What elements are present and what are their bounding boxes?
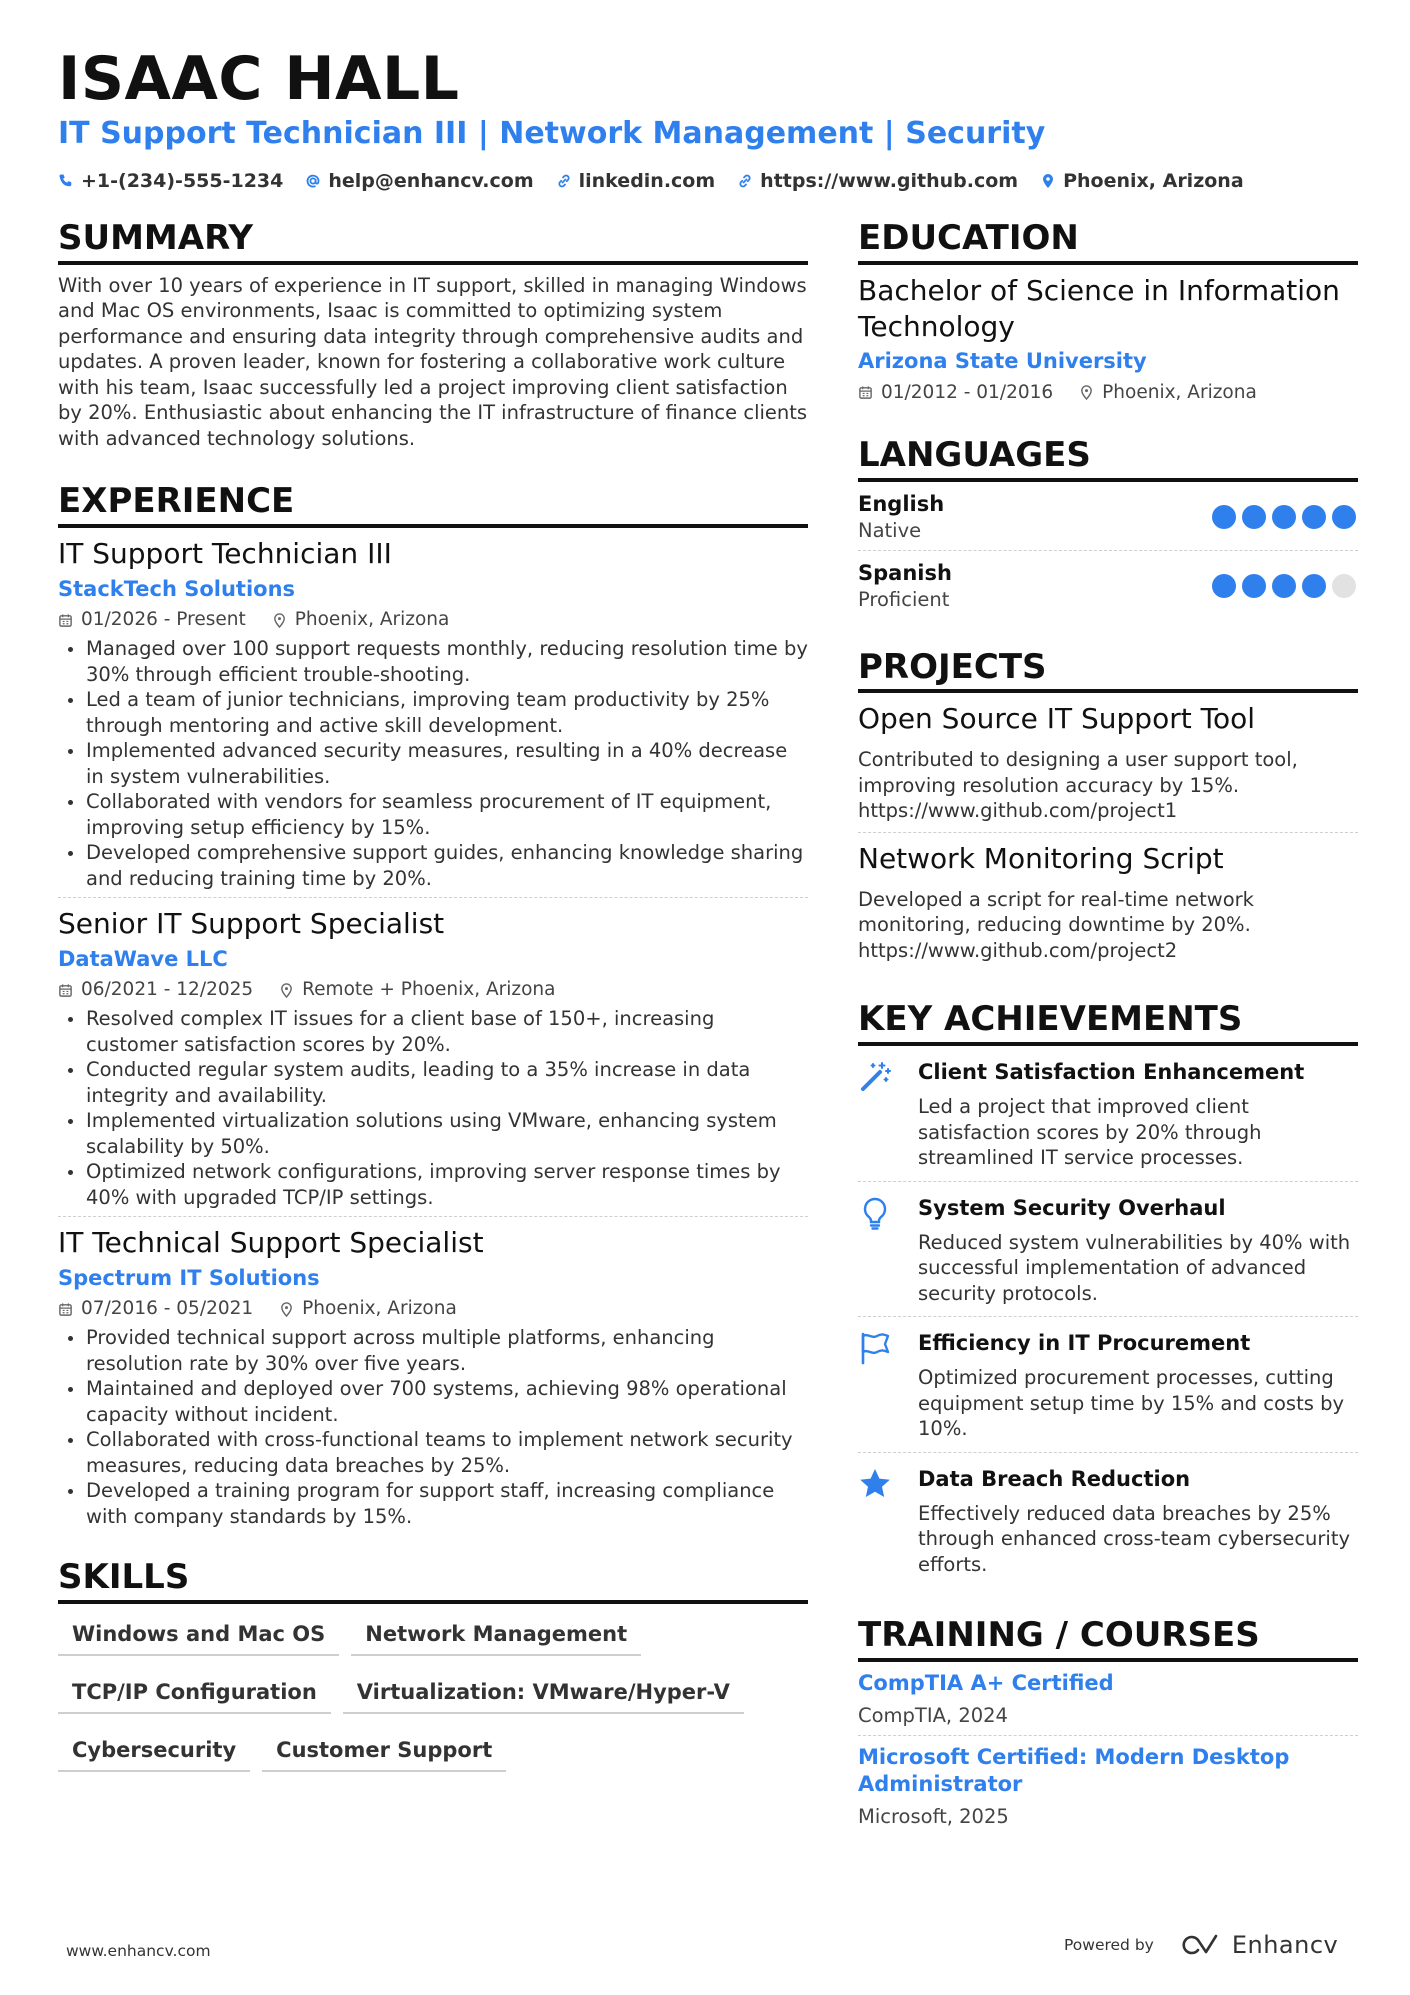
lightbulb-icon: [858, 1196, 892, 1230]
flag-icon: [858, 1331, 892, 1365]
job-location-text: Remote + Phoenix, Arizona: [302, 979, 556, 1001]
calendar-icon: [58, 1302, 73, 1317]
achievement-description: Effectively reduced data breaches by 25% through enhanced cross-team cybersecurity efforts.: [918, 1501, 1351, 1576]
job-bullets: [58, 1006, 808, 1210]
location-pin-icon: [279, 1302, 294, 1317]
language-name: English: [858, 491, 945, 516]
job-bullet: Resolved complex IT issues for a client base of 150+, increasing customer satisfaction scores by 20%.: [58, 1006, 808, 1057]
rating-dot-filled: [1332, 505, 1356, 529]
enhancv-logo-text: Enhancv: [1231, 1931, 1339, 1959]
job-entry: [58, 528, 808, 898]
powered-by-label: Powered by: [1064, 1936, 1154, 1954]
achievement-description: Led a project that improved client satisfaction scores by 20% through streamlined IT service processes.: [918, 1095, 1262, 1170]
project-link[interactable]: https://www.github.com/project1: [858, 799, 1178, 823]
contact-email-text: help@enhancv.com: [328, 170, 534, 192]
at-icon: [305, 173, 321, 189]
job-bullet: Developed comprehensive support guides, enhancing knowledge sharing and reducing training time by 20%.: [58, 840, 808, 891]
job-bullet: Collaborated with cross-functional teams to implement network security measures, reducing data breaches by 25%.: [58, 1427, 808, 1478]
job-dates: [58, 1295, 253, 1323]
achievement-title: Efficiency in IT Procurement: [918, 1331, 1251, 1356]
project-title: Open Source IT Support Tool: [858, 702, 1255, 736]
job-bullets: [58, 1325, 808, 1529]
course-name: Microsoft Certified: Modern Desktop Administrator: [858, 1744, 1290, 1796]
achievement-title: Data Breach Reduction: [918, 1466, 1191, 1491]
contact-phone-text: +1-(234)-555-1234: [81, 170, 284, 192]
training-heading: TRAINING / COURSES: [858, 1615, 1358, 1662]
skill-tag: Cybersecurity: [58, 1734, 250, 1772]
rating-dot-filled: [1212, 574, 1236, 598]
contact-github-text: https://www.github.com: [760, 170, 1019, 192]
education-heading: EDUCATION: [858, 218, 1358, 265]
achievement-title: Client Satisfaction Enhancement: [918, 1060, 1305, 1085]
degree-title: Bachelor of Science in Information Technology: [858, 273, 1340, 343]
achievements-heading: KEY ACHIEVEMENTS: [858, 999, 1358, 1046]
candidate-title: IT Support Technician III | Network Management | Security: [58, 116, 1046, 151]
rating-dot-empty: [1332, 574, 1356, 598]
contact-email[interactable]: [305, 170, 533, 192]
calendar-icon: [58, 613, 73, 628]
projects-section: [858, 647, 1358, 972]
education-location: [1079, 379, 1257, 407]
rating-dot-filled: [1272, 574, 1296, 598]
job-location-text: Phoenix, Arizona: [302, 1298, 457, 1320]
job-bullets: [58, 636, 808, 891]
course-org: CompTIA, 2024: [858, 1703, 1008, 1727]
contact-location: [1040, 170, 1244, 192]
job-location-text: Phoenix, Arizona: [294, 609, 450, 631]
language-rating: [1212, 505, 1356, 529]
job-dates-text: 06/2021 - 12/2025: [81, 979, 254, 1001]
course-name: CompTIA A+ Certified: [858, 1670, 1114, 1695]
summary-text: With over 10 years of experience in IT support, skilled in managing Windows and Mac OS environments, Isaac is committed to optimizing system performance and ensuring data integrity through comprehensive audits and updates. A proven leader, known for fostering a collaborative work culture with his team, Isaac successfully led a project improving client satisfaction by 20%. Enthusiastic about enhancing the IT infrastructure of finance clients with advanced technology solutions.: [58, 273, 808, 450]
job-bullet: Optimized network configurations, improving server response times by 40% with upgraded TCP/IP settings.: [58, 1159, 808, 1210]
achievement-title: System Security Overhaul: [918, 1195, 1226, 1220]
education-section: [858, 218, 1358, 407]
footer-website[interactable]: www.enhancv.com: [66, 1942, 211, 1960]
skills-heading: SKILLS: [58, 1557, 808, 1604]
skill-tag: Windows and Mac OS: [58, 1618, 339, 1656]
job-company: DataWave LLC: [58, 947, 228, 972]
education-dates-text: 01/2012 - 01/2016: [881, 381, 1054, 403]
job-location: [272, 606, 450, 634]
enhancv-logo-icon: [1176, 1932, 1224, 1958]
achievement-entry: [858, 1046, 1358, 1182]
course-org: Microsoft, 2025: [858, 1804, 1009, 1828]
skills-section: [58, 1557, 808, 1772]
training-section: [858, 1615, 1358, 1836]
candidate-name: ISAAC HALL: [58, 44, 460, 114]
achievement-description: Optimized procurement processes, cutting equipment setup time by 15% and costs by 10%.: [918, 1366, 1344, 1441]
achievement-description: Reduced system vulnerabilities by 40% with successful implementation of advanced security protocols.: [918, 1230, 1351, 1305]
achievements-section: [858, 999, 1358, 1587]
course-entry: [858, 1736, 1358, 1836]
link-icon: [556, 173, 572, 189]
project-entry: [858, 693, 1358, 833]
project-description: Contributed to designing a user support tool, improving resolution accuracy by 15%.: [858, 748, 1298, 797]
job-title: IT Support Technician III: [58, 537, 392, 571]
rating-dot-filled: [1242, 574, 1266, 598]
languages-section: [858, 435, 1358, 619]
education-dates: [858, 379, 1053, 407]
link-icon: [737, 173, 753, 189]
job-location: [279, 976, 555, 1004]
education-location-text: Phoenix, Arizona: [1102, 381, 1257, 403]
job-bullet: Implemented virtualization solutions using VMware, enhancing system scalability by 50%.: [58, 1108, 808, 1159]
contact-linkedin[interactable]: [556, 170, 716, 192]
languages-heading: LANGUAGES: [858, 435, 1358, 482]
project-entry: [858, 833, 1358, 972]
contact-location-text: Phoenix, Arizona: [1063, 170, 1244, 192]
right-column: [858, 218, 1358, 1836]
skill-tag: Network Management: [351, 1618, 641, 1656]
job-bullet: Conducted regular system audits, leading to a 35% increase in data integrity and availability.: [58, 1057, 808, 1108]
skill-tag: Virtualization: VMware/Hyper-V: [343, 1676, 744, 1714]
language-entry: [858, 482, 1358, 551]
summary-section: [58, 218, 808, 451]
job-meta: [58, 1295, 808, 1323]
project-title: Network Monitoring Script: [858, 841, 1224, 875]
rating-dot-filled: [1212, 505, 1236, 529]
job-dates-text: 01/2026 - Present: [81, 609, 246, 631]
contact-linkedin-text: linkedin.com: [578, 170, 716, 192]
summary-heading: SUMMARY: [58, 218, 808, 265]
skill-tag: TCP/IP Configuration: [58, 1676, 331, 1714]
job-bullet: Provided technical support across multiple platforms, enhancing resolution rate by 30% over five years.: [58, 1325, 808, 1376]
magic-wand-icon: [858, 1060, 892, 1094]
achievement-entry: [858, 1317, 1358, 1453]
job-title: IT Technical Support Specialist: [58, 1226, 484, 1260]
calendar-icon: [58, 983, 73, 998]
skills-list: [58, 1618, 758, 1772]
contact-github[interactable]: [737, 170, 1018, 192]
location-pin-icon: [272, 613, 287, 628]
job-bullet: Implemented advanced security measures, resulting in a 40% decrease in system vulnerabilities.: [58, 738, 808, 789]
language-entry: [858, 551, 1358, 619]
contact-bar: [58, 170, 1244, 192]
language-level: Native: [858, 518, 922, 542]
location-pin-icon: [1040, 173, 1056, 189]
rating-dot-filled: [1302, 505, 1326, 529]
language-name: Spanish: [858, 560, 952, 585]
achievement-entry: [858, 1182, 1358, 1318]
school-name: Arizona State University: [858, 348, 1147, 373]
job-dates-text: 07/2016 - 05/2021: [81, 1298, 254, 1320]
footer-brand: [1064, 1931, 1338, 1959]
projects-heading: PROJECTS: [858, 647, 1358, 694]
job-bullet: Led a team of junior technicians, improving team productivity by 25% through mentoring and active skill development.: [58, 687, 808, 738]
skill-tag: Customer Support: [262, 1734, 506, 1772]
rating-dot-filled: [1272, 505, 1296, 529]
language-level: Proficient: [858, 587, 950, 611]
job-company: Spectrum IT Solutions: [58, 1266, 320, 1291]
job-bullet: Collaborated with vendors for seamless procurement of IT equipment, improving setup efficiency by 15%.: [58, 789, 808, 840]
experience-heading: EXPERIENCE: [58, 481, 808, 528]
job-meta: [58, 606, 808, 634]
job-location: [279, 1295, 457, 1323]
rating-dot-filled: [1302, 574, 1326, 598]
job-dates: [58, 976, 253, 1004]
location-pin-icon: [1079, 385, 1094, 400]
location-pin-icon: [279, 983, 294, 998]
left-column: [58, 218, 808, 1772]
experience-section: [58, 481, 808, 1535]
language-rating: [1212, 574, 1356, 598]
course-entry: [858, 1662, 1358, 1736]
education-meta: [858, 379, 1358, 407]
job-bullet: Managed over 100 support requests monthly, reducing resolution time by 30% through efficient trouble-shooting.: [58, 636, 808, 687]
job-entry: [58, 1217, 808, 1535]
calendar-icon: [858, 385, 873, 400]
job-company: StackTech Solutions: [58, 577, 296, 602]
star-icon: [858, 1467, 892, 1501]
contact-phone[interactable]: [58, 170, 283, 192]
job-entry: [58, 898, 808, 1217]
rating-dot-filled: [1242, 505, 1266, 529]
achievement-entry: [858, 1453, 1358, 1588]
project-link[interactable]: https://www.github.com/project2: [858, 938, 1178, 962]
job-title: Senior IT Support Specialist: [58, 907, 445, 941]
project-description: Developed a script for real-time network monitoring, reducing downtime by 20%.: [858, 887, 1254, 937]
job-bullet: Maintained and deployed over 700 systems, achieving 98% operational capacity without incident.: [58, 1376, 808, 1427]
job-bullet: Developed a training program for support staff, increasing compliance with company standards by 15%.: [58, 1478, 808, 1529]
job-meta: [58, 976, 808, 1004]
job-dates: [58, 606, 246, 634]
enhancv-logo[interactable]: [1176, 1931, 1338, 1959]
phone-icon: [58, 173, 74, 189]
